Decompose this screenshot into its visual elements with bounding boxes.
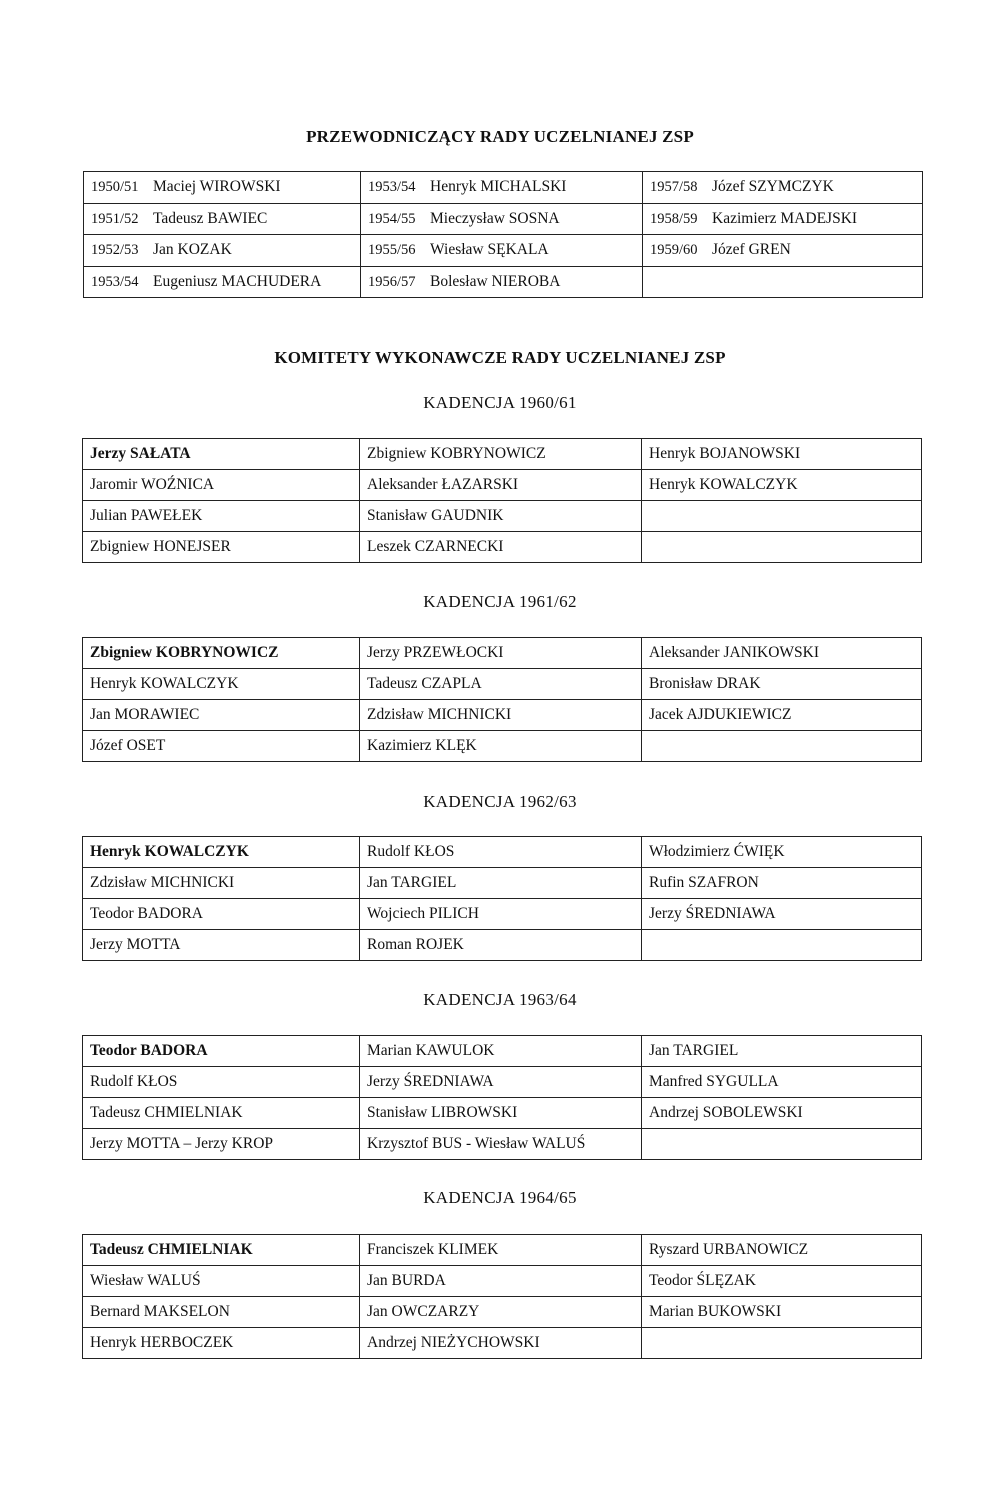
table-row	[83, 501, 922, 532]
committee-member: Andrzej NIEŻYCHOWSKI	[360, 1328, 642, 1359]
committee-member: Wiesław WALUŚ	[83, 1266, 360, 1297]
table-row	[83, 1235, 922, 1266]
committee-member: Manfred SYGULLA	[642, 1067, 922, 1098]
committee-member: Marian KAWULOK	[360, 1036, 642, 1067]
committee-member: Zdzisław MICHNICKI	[83, 868, 360, 899]
table-row	[83, 1036, 922, 1067]
committee-table	[82, 438, 922, 563]
term-year: 1958/59	[650, 210, 698, 227]
president-cell	[84, 266, 361, 298]
committee-member: Jan MORAWIEC	[83, 700, 360, 731]
term-year: 1957/58	[650, 179, 698, 196]
committee-member: Aleksander JANIKOWSKI	[642, 638, 922, 669]
president-cell	[361, 172, 643, 204]
table-row	[83, 669, 922, 700]
committee-member: Henryk KOWALCZYK	[642, 470, 922, 501]
committee-member: Wojciech PILICH	[360, 899, 642, 930]
president-cell	[84, 235, 361, 267]
committee-member: Jan TARGIEL	[642, 1036, 922, 1067]
president-name: Tadeusz BAWIEC	[153, 209, 268, 227]
term-year: 1951/52	[91, 210, 139, 227]
committee-member	[642, 1129, 922, 1160]
committee-member: Jerzy ŚREDNIAWA	[642, 899, 922, 930]
president-name: Maciej WIROWSKI	[153, 178, 281, 196]
president-name: Wiesław SĘKALA	[430, 241, 549, 259]
committee-member	[642, 1328, 922, 1359]
president-cell	[361, 203, 643, 235]
committee-member: Włodzimierz ĆWIĘK	[642, 837, 922, 868]
committee-member: Stanisław GAUDNIK	[360, 501, 642, 532]
table-row	[84, 172, 923, 204]
committee-member	[642, 930, 922, 961]
committee-table	[82, 836, 922, 961]
president-name: Józef GREN	[712, 241, 791, 259]
committee-member: Jerzy MOTTA – Jerzy KROP	[83, 1129, 360, 1160]
term-year: 1953/54	[368, 179, 416, 196]
table-row	[83, 930, 922, 961]
committee-member: Henryk KOWALCZYK	[83, 669, 360, 700]
committee-member: Jerzy MOTTA	[83, 930, 360, 961]
committee-member: Leszek CZARNECKI	[360, 532, 642, 563]
committee-member: Julian PAWEŁEK	[83, 501, 360, 532]
table-row	[83, 1297, 922, 1328]
president-name: Mieczysław SOSNA	[430, 209, 560, 227]
committee-chair: Henryk KOWALCZYK	[83, 837, 360, 868]
committee-member: Tadeusz CHMIELNIAK	[83, 1098, 360, 1129]
table-row	[83, 1098, 922, 1129]
committee-chair: Zbigniew KOBRYNOWICZ	[83, 638, 360, 669]
committee-member: Rufin SZAFRON	[642, 868, 922, 899]
table-row	[84, 235, 923, 267]
term-year: 1956/57	[368, 273, 416, 290]
committee-member: Roman ROJEK	[360, 930, 642, 961]
term-year: 1959/60	[650, 242, 698, 259]
term-label: KADENCJA 1961/62	[423, 592, 577, 611]
committee-member: Teodor BADORA	[83, 899, 360, 930]
committee-member: Franciszek KLIMEK	[360, 1235, 642, 1266]
committee-member: Zbigniew HONEJSER	[83, 532, 360, 563]
table-row	[83, 700, 922, 731]
committee-table	[82, 637, 922, 762]
heading-presidents: PRZEWODNICZĄCY RADY UCZELNIANEJ ZSP	[306, 127, 694, 146]
president-cell	[361, 266, 643, 298]
table-row	[83, 1129, 922, 1160]
committee-member: Ryszard URBANOWICZ	[642, 1235, 922, 1266]
president-name: Józef SZYMCZYK	[712, 178, 834, 196]
heading-committees: KOMITETY WYKONAWCZE RADY UCZELNIANEJ ZSP	[274, 348, 726, 367]
president-cell	[84, 172, 361, 204]
term-year: 1952/53	[91, 242, 139, 259]
committee-member: Jan BURDA	[360, 1266, 642, 1297]
table-row	[83, 868, 922, 899]
president-name: Henryk MICHALSKI	[430, 178, 567, 196]
term-year: 1950/51	[91, 179, 139, 196]
committee-member: Józef OSET	[83, 731, 360, 762]
committee-chair: Jerzy SAŁATA	[83, 439, 360, 470]
table-row	[83, 532, 922, 563]
committee-member: Andrzej SOBOLEWSKI	[642, 1098, 922, 1129]
term-label: KADENCJA 1963/64	[423, 990, 577, 1009]
president-cell	[643, 266, 923, 298]
table-row	[83, 1067, 922, 1098]
committee-member: Rudolf KŁOS	[83, 1067, 360, 1098]
president-name: Kazimierz MADEJSKI	[712, 209, 858, 227]
committee-chair: Tadeusz CHMIELNIAK	[83, 1235, 360, 1266]
president-cell	[84, 203, 361, 235]
table-row	[84, 266, 923, 298]
president-cell	[643, 235, 923, 267]
president-cell	[643, 172, 923, 204]
term-year: 1954/55	[368, 210, 416, 227]
table-row	[83, 1266, 922, 1297]
committee-chair: Teodor BADORA	[83, 1036, 360, 1067]
committee-member: Tadeusz CZAPLA	[360, 669, 642, 700]
committee-member: Jerzy PRZEWŁOCKI	[360, 638, 642, 669]
table-row	[83, 899, 922, 930]
president-name: Jan KOZAK	[153, 241, 232, 259]
table-row	[83, 638, 922, 669]
committee-member: Kazimierz KLĘK	[360, 731, 642, 762]
committee-table	[82, 1035, 922, 1160]
committee-member: Marian BUKOWSKI	[642, 1297, 922, 1328]
committee-member: Jerzy ŚREDNIAWA	[360, 1067, 642, 1098]
committee-member: Jacek AJDUKIEWICZ	[642, 700, 922, 731]
president-cell	[361, 235, 643, 267]
table-row	[83, 439, 922, 470]
term-year: 1955/56	[368, 242, 416, 259]
president-cell	[643, 203, 923, 235]
committee-member	[642, 501, 922, 532]
committee-member	[642, 532, 922, 563]
presidents-table	[83, 171, 923, 298]
committee-member: Bronisław DRAK	[642, 669, 922, 700]
committee-member: Henryk BOJANOWSKI	[642, 439, 922, 470]
committee-member: Henryk HERBOCZEK	[83, 1328, 360, 1359]
committee-member: Krzysztof BUS - Wiesław WALUŚ	[360, 1129, 642, 1160]
table-row	[83, 470, 922, 501]
table-row	[83, 1328, 922, 1359]
table-row	[84, 203, 923, 235]
committee-member: Zbigniew KOBRYNOWICZ	[360, 439, 642, 470]
committee-member	[642, 731, 922, 762]
term-label: KADENCJA 1962/63	[423, 792, 577, 811]
term-label: KADENCJA 1964/65	[423, 1188, 577, 1207]
president-name: Eugeniusz MACHUDERA	[153, 272, 322, 290]
term-label: KADENCJA 1960/61	[423, 393, 577, 412]
president-name: Bolesław NIEROBA	[430, 272, 561, 290]
table-row	[83, 731, 922, 762]
committee-member: Stanisław LIBROWSKI	[360, 1098, 642, 1129]
committee-member: Jan OWCZARZY	[360, 1297, 642, 1328]
committee-member: Zdzisław MICHNICKI	[360, 700, 642, 731]
committee-member: Bernard MAKSELON	[83, 1297, 360, 1328]
committee-member: Rudolf KŁOS	[360, 837, 642, 868]
committee-member: Jan TARGIEL	[360, 868, 642, 899]
committee-table	[82, 1234, 922, 1359]
table-row	[83, 837, 922, 868]
term-year: 1953/54	[91, 273, 139, 290]
committee-member: Jaromir WOŹNICA	[83, 470, 360, 501]
committee-member: Teodor ŚLĘZAK	[642, 1266, 922, 1297]
committee-member: Aleksander ŁAZARSKI	[360, 470, 642, 501]
